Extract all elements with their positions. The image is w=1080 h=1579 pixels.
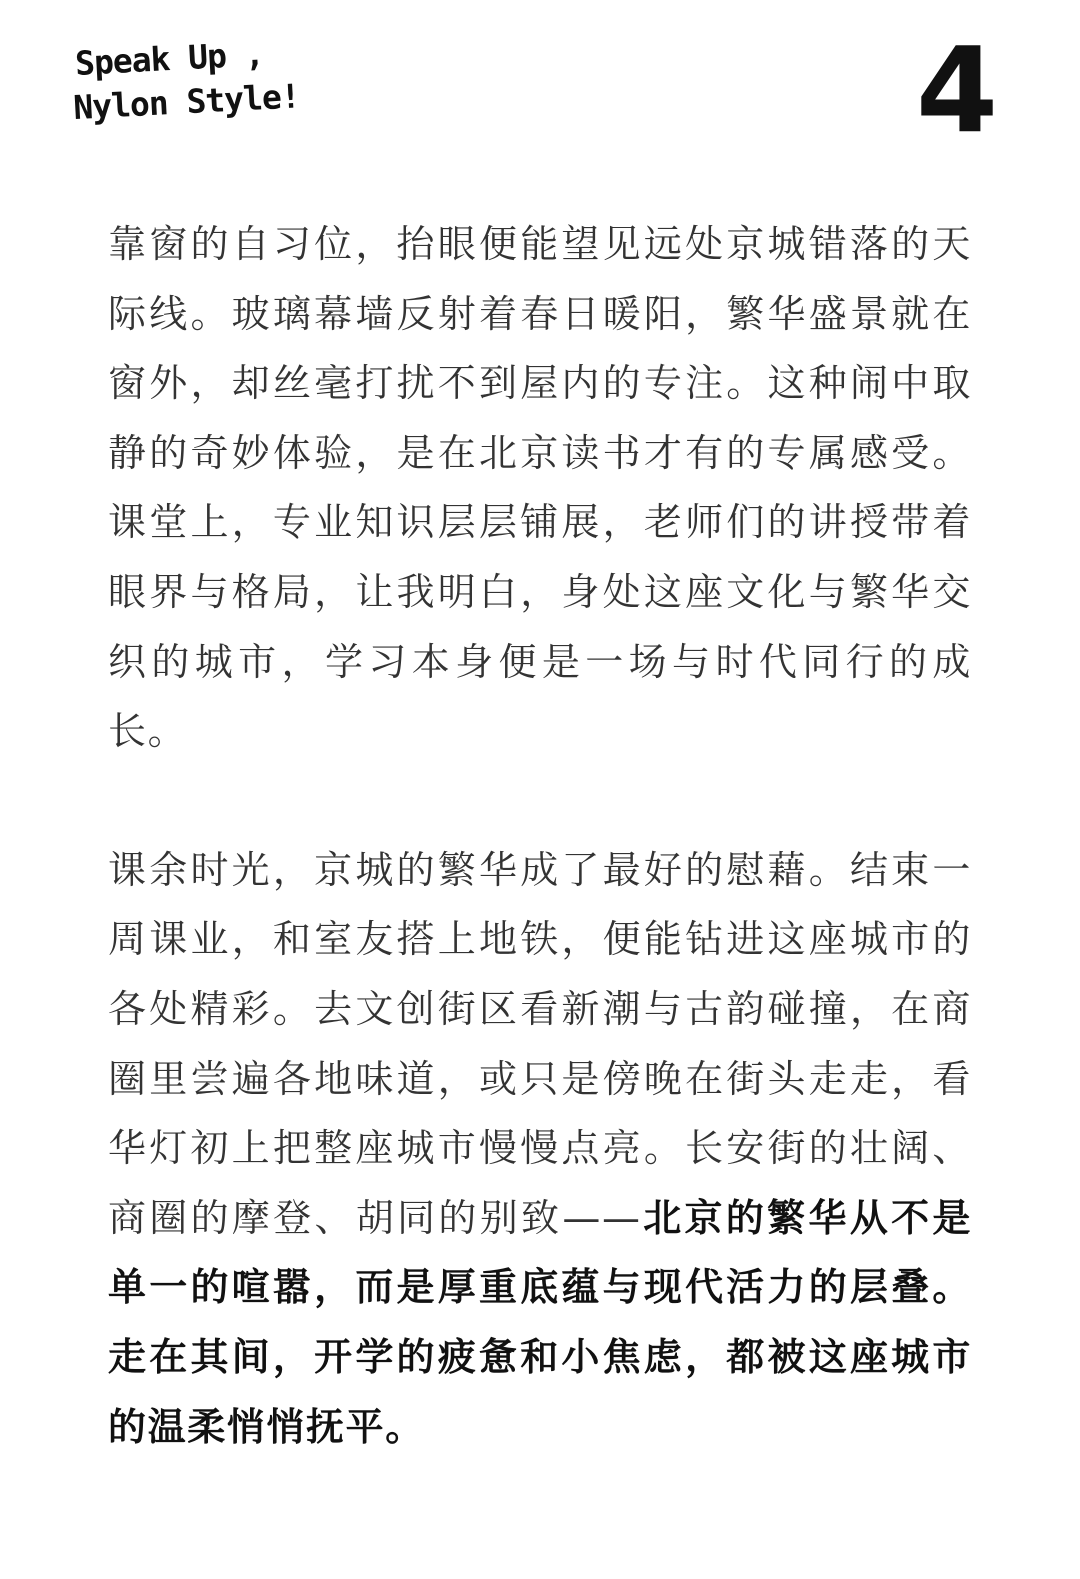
brand-line-1: Speak Up , <box>74 34 265 83</box>
paragraph-city-regular: 课余时光，京城的繁华成了最好的慰藉。结束一周课业，和室友搭上地铁，便能钻进这座城市的各处精彩。去文创街区看新潮与古韵碰撞，在商圈里尝遍各地味道，或只是傍晚在街头走走，看华灯初上把整座城市慢慢点亮。长安街的壮阔、商圈的摩登、胡同的别致—— <box>108 847 972 1240</box>
brand-logo <box>74 27 358 130</box>
paragraph-city-highlight: 北京的繁华从不是单一的喧嚣，而是厚重底蕴与现代活力的层叠。走在其间，开学的疲惫和小焦虑，都被这座城市的温柔悄悄抚平。 <box>108 1195 972 1449</box>
article-body <box>108 210 972 1462</box>
paragraph-city <box>108 836 972 1462</box>
brand-line-2: Nylon Style! <box>72 76 301 128</box>
paragraph-study: 靠窗的自习位，抬眼便能望见远处京城错落的天际线。玻璃幕墙反射着春日暖阳，繁华盛景就在窗外，却丝毫打扰不到屋内的专注。这种闹中取静的奇妙体验，是在北京读书才有的专属感受。课堂上，专业知识层层铺展，老师们的讲授带着眼界与格局，让我明白，身处这座文化与繁华交织的城市，学习本身便是一场与时代同行的成长。 <box>108 222 972 754</box>
page-number: 4 <box>915 21 999 159</box>
